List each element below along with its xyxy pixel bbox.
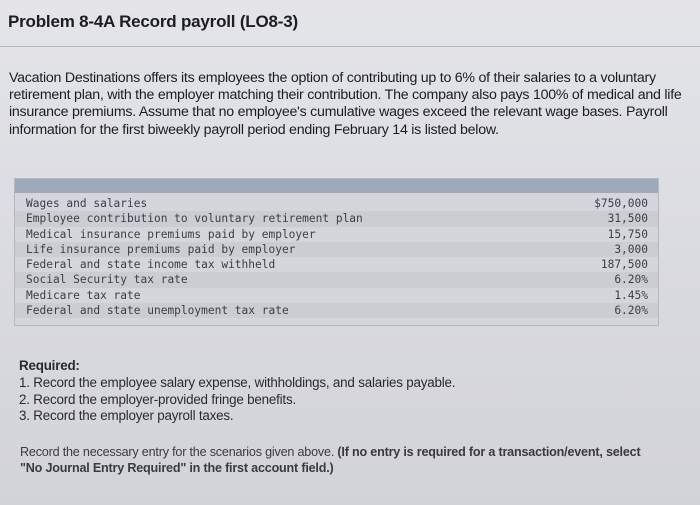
- table-row: [15, 288, 658, 303]
- table-row: [15, 272, 658, 287]
- required-item-3: 3. Record the employer payroll taxes.: [19, 408, 234, 424]
- instruction-note: [20, 444, 660, 476]
- table-row: [15, 211, 658, 226]
- page-title: Problem 8-4A Record payroll (LO8-3): [8, 12, 298, 31]
- table-header-bar: [15, 179, 658, 193]
- row-label: Employee contribution to voluntary retirement plan: [26, 212, 363, 226]
- row-label: Medical insurance premiums paid by employer: [26, 227, 316, 241]
- row-label: Medicare tax rate: [26, 288, 141, 302]
- row-value: $750,000: [594, 197, 648, 210]
- table-row: [15, 257, 658, 272]
- required-item-2: 2. Record the employer-provided fringe benefits.: [19, 391, 296, 407]
- row-label: Wages and salaries: [26, 197, 148, 210]
- table-row: [15, 242, 658, 257]
- row-value: 6.20%: [614, 273, 648, 287]
- row-label: Social Security tax rate: [26, 273, 188, 287]
- row-label: Federal and state unemployment tax rate: [26, 304, 289, 318]
- instruction-bold-text: (If no entry is required for a transaction/event, select "No Journal Entry Required" in the first account field.): [20, 445, 641, 475]
- instruction-text: Record the necessary entry for the scenarios given above.: [20, 445, 338, 459]
- row-value: 6.20%: [614, 304, 648, 318]
- required-section: [19, 358, 679, 425]
- row-label: Federal and state income tax withheld: [26, 258, 276, 272]
- required-heading: Required:: [19, 358, 80, 373]
- row-value: 31,500: [607, 212, 648, 226]
- row-value: 187,500: [600, 258, 648, 272]
- payroll-data-table: [14, 178, 659, 326]
- title-bar: [0, 0, 700, 47]
- problem-description: Vacation Destinations offers its employees the option of contributing up to 6% of their salaries to a voluntary retirement plan, with the employer matching their contribution. The company also pays 100% of medical and life insurance premiums. Assume that no employee's cumulative wages exceed the relevant wage bases. Payroll information for the first biweekly payroll period ending February 14 is listed below.: [9, 70, 682, 138]
- required-item-1: 1. Record the employee salary expense, withholdings, and salaries payable.: [19, 374, 456, 390]
- table-row: [15, 196, 658, 211]
- table-row: [15, 227, 658, 242]
- row-value: 1.45%: [614, 288, 648, 302]
- table-rows: [15, 196, 658, 318]
- row-value: 3,000: [614, 242, 648, 256]
- table-row: [15, 303, 658, 318]
- row-value: 15,750: [607, 227, 648, 241]
- row-label: Life insurance premiums paid by employer: [26, 242, 296, 256]
